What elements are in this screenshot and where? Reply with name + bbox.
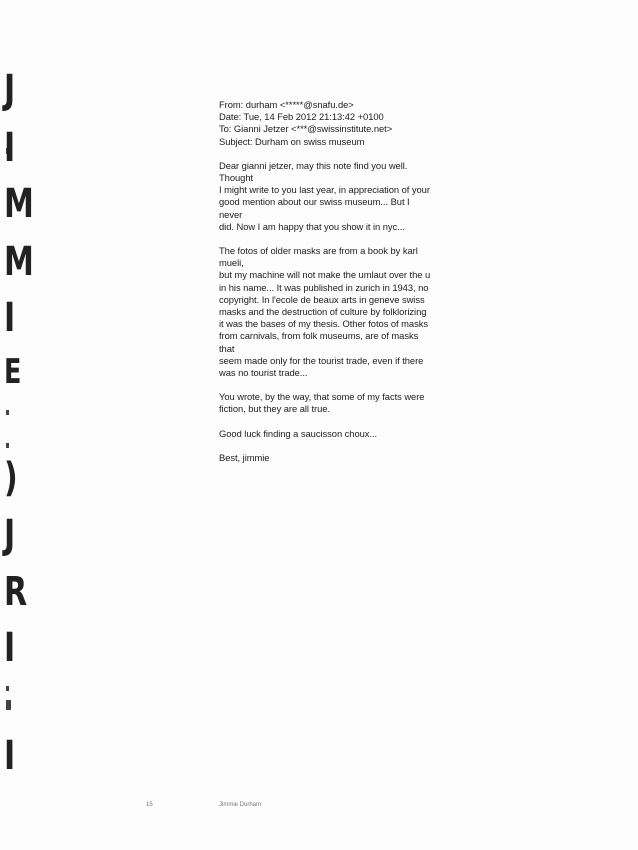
spine-letter: J xyxy=(4,67,16,113)
spine-letter: I xyxy=(4,125,16,171)
spine-letter: M xyxy=(4,181,34,227)
spine-letter: I xyxy=(4,733,16,779)
spine-mark xyxy=(6,443,9,448)
email-headers xyxy=(219,99,435,148)
email-subject: Subject: Durham on swiss museum xyxy=(219,135,365,147)
email-to: To: Gianni Jetzer <***@swissinstitute.net> xyxy=(219,123,393,135)
email-signoff: Best, jimmie xyxy=(219,451,270,463)
spine-letter: E xyxy=(4,352,22,392)
email-letter xyxy=(219,99,435,464)
spine-letter: ) xyxy=(4,455,18,501)
email-from: From: durham <*****@snafu.de> xyxy=(219,99,354,110)
running-title: Jimmie Durham xyxy=(219,802,262,808)
email-paragraph: You wrote, by the way, that some of my facts were fiction, but they are all true. xyxy=(219,391,425,415)
spine-letter: M xyxy=(4,239,34,285)
spine-letter: I xyxy=(4,625,16,671)
email-date: Date: Tue, 14 Feb 2012 21:13:42 +0100 xyxy=(219,111,384,123)
email-paragraph: The fotos of older masks are from a book by karl mueli, but my machine will not make the umlaut over the u in his name... It was published in zurich in 1943, no copyright. In l'ecole de beaux arts in geneve swiss masks and the destruction of culture by folklorizing it was the bases of my thesis. Other fotos of masks from carnivals, from folk museums, are of masks that seem made only for the tourist trade, even if there was no tourist trade... xyxy=(219,245,431,379)
spine-mark xyxy=(6,700,11,710)
email-paragraph: Dear gianni jetzer, may this note find you well. Thought I might write to you last year, in appreciation of your good mention about our swiss museum... But I never did. Now I am happy that you show it in nyc... xyxy=(219,159,430,232)
spine-letter: I xyxy=(4,295,16,341)
page-number: 15 xyxy=(146,802,153,808)
spine-letter: J xyxy=(4,512,16,558)
spine-title-vertical xyxy=(0,60,40,800)
spine-letter: R xyxy=(4,569,28,615)
spine-mark xyxy=(6,686,9,691)
email-paragraph: Good luck finding a saucisson choux... xyxy=(219,427,378,439)
spine-mark xyxy=(6,410,9,415)
